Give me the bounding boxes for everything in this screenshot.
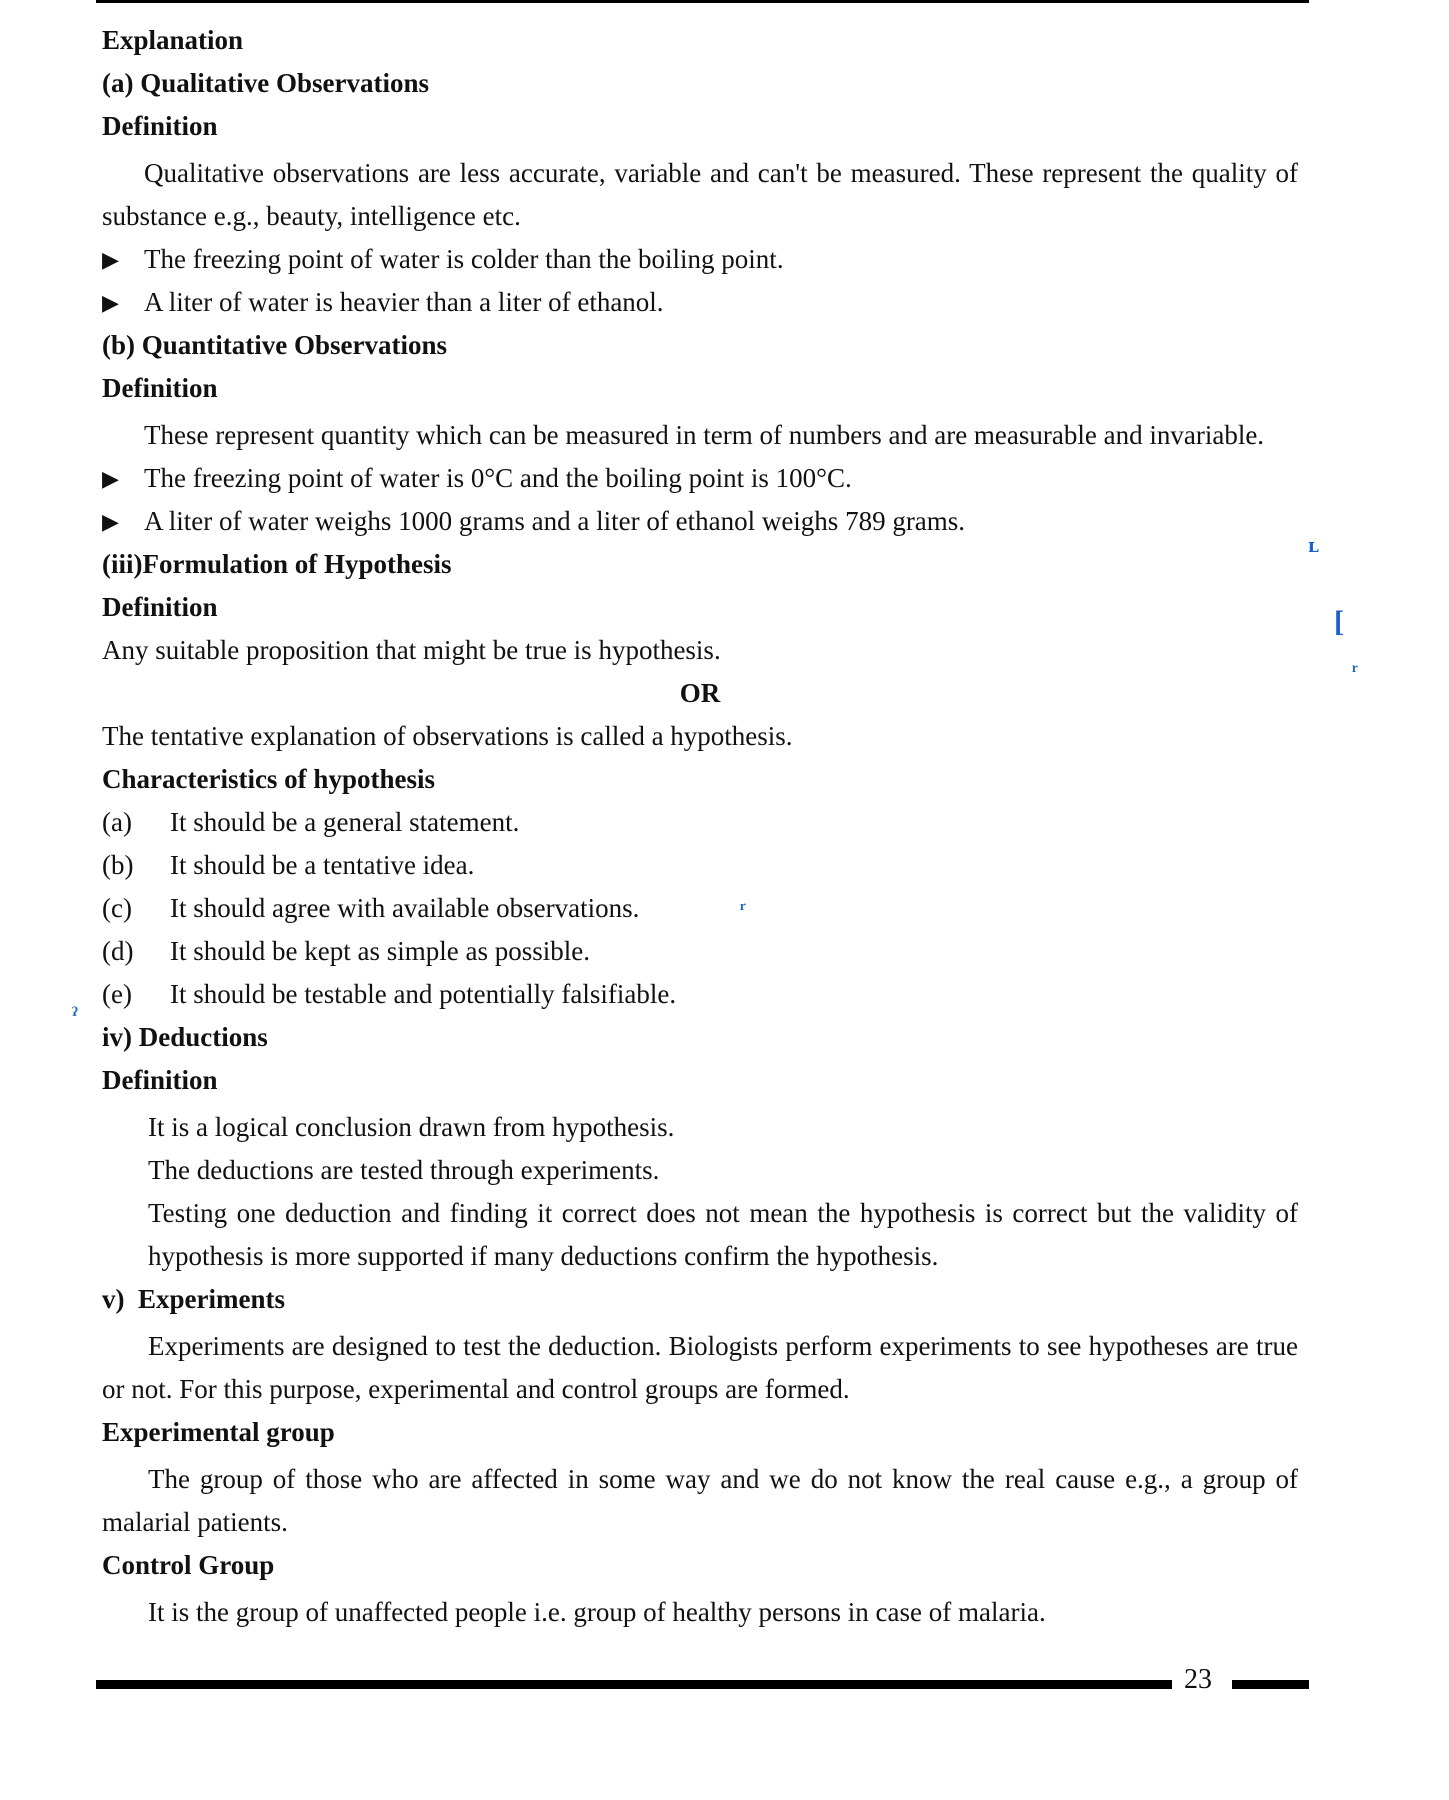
heading-definition: Definition (102, 592, 218, 622)
bullet-text: The freezing point of water is 0°C and the boiling point is 100°C. (144, 463, 852, 493)
deduction-line: The deductions are tested through experiments. (148, 1155, 660, 1185)
deduction-line: It is a logical conclusion drawn from hypothesis. (148, 1112, 675, 1142)
heading-experimental-group: Experimental group (102, 1417, 335, 1447)
ink-mark-icon: ᵣ (740, 888, 746, 913)
control-group-paragraph: It is the group of unaffected people i.e. group of healthy persons in case of malaria. (148, 1597, 1046, 1627)
triangle-bullet-icon: ▶ (102, 247, 119, 272)
heading-characteristics: Characteristics of hypothesis (102, 764, 435, 794)
bullet-text: A liter of water is heavier than a liter of ethanol. (144, 287, 664, 317)
triangle-bullet-icon: ▶ (102, 466, 119, 491)
list-item (102, 973, 1298, 1016)
bullet-item (102, 457, 1298, 500)
or-separator: OR (679, 678, 721, 708)
triangle-bullet-icon: ▶ (102, 290, 119, 315)
heading-hypothesis: (iii)Formulation of Hypothesis (102, 549, 452, 579)
heading-control-group: Control Group (102, 1550, 275, 1580)
bullet-text: The freezing point of water is colder than the boiling point. (144, 244, 784, 274)
item-label: (d) (102, 936, 134, 966)
list-item (102, 887, 1298, 930)
ink-mark-icon: ˀ (72, 1002, 78, 1027)
item-text: It should be kept as simple as possible. (170, 936, 590, 966)
qualitative-paragraph: Qualitative observations are less accurate, variable and can't be measured. These represent the quality of substance e.g., beauty, intelligence etc. (102, 158, 1298, 231)
page-content (102, 19, 1298, 1634)
heading-qualitative: (a) Qualitative Observations (102, 68, 429, 98)
heading-definition: Definition (102, 111, 218, 141)
bullet-item (102, 238, 1298, 281)
deduction-line: Testing one deduction and finding it correct does not mean the hypothesis is correct but the validity of hypothesis is more supported if many deductions confirm the hypothesis. (148, 1198, 1298, 1271)
item-text: It should be testable and potentially falsifiable. (170, 979, 677, 1009)
item-label: (c) (102, 893, 132, 923)
heading-explanation: Explanation (102, 25, 244, 55)
heading-definition: Definition (102, 373, 218, 403)
heading-experiments: v) Experiments (102, 1284, 285, 1314)
heading-deductions: iv) Deductions (102, 1022, 268, 1052)
ink-mark-icon: ʟ (1308, 532, 1320, 557)
item-text: It should be a tentative idea. (170, 850, 475, 880)
footer-rule (96, 1680, 1172, 1689)
ink-mark-icon: [ (1334, 605, 1344, 638)
triangle-bullet-icon: ▶ (102, 509, 119, 534)
item-text: It should agree with available observations. (170, 893, 640, 923)
item-label: (b) (102, 850, 134, 880)
experiments-paragraph: Experiments are designed to test the deduction. Biologists perform experiments to see hypotheses are true or not. For this purpose, experimental and control groups are formed. (102, 1331, 1298, 1404)
list-item (102, 844, 1298, 887)
bullet-text: A liter of water weighs 1000 grams and a liter of ethanol weighs 789 grams. (144, 506, 966, 536)
heading-quantitative: (b) Quantitative Observations (102, 330, 448, 360)
page-footer (96, 1664, 1309, 1706)
experimental-group-paragraph: The group of those who are affected in some way and we do not know the real cause e.g., a group of malarial patients. (102, 1464, 1298, 1537)
item-label: (e) (102, 979, 132, 1009)
top-rule (96, 0, 1309, 3)
list-item (102, 801, 1298, 844)
item-text: It should be a general statement. (170, 807, 520, 837)
bullet-item (102, 500, 1298, 543)
hypothesis-definition-1: Any suitable proposition that might be true is hypothesis. (102, 635, 721, 665)
hypothesis-definition-2: The tentative explanation of observations is called a hypothesis. (102, 721, 793, 751)
item-label: (a) (102, 807, 132, 837)
ink-mark-icon: ʳ (1352, 658, 1358, 683)
page-number: 23 (1184, 1664, 1212, 1695)
bullet-item (102, 281, 1298, 324)
quantitative-paragraph: These represent quantity which can be measured in term of numbers and are measurable and invariable. (144, 420, 1265, 450)
heading-definition: Definition (102, 1065, 218, 1095)
footer-rule (1232, 1680, 1309, 1689)
list-item (102, 930, 1298, 973)
